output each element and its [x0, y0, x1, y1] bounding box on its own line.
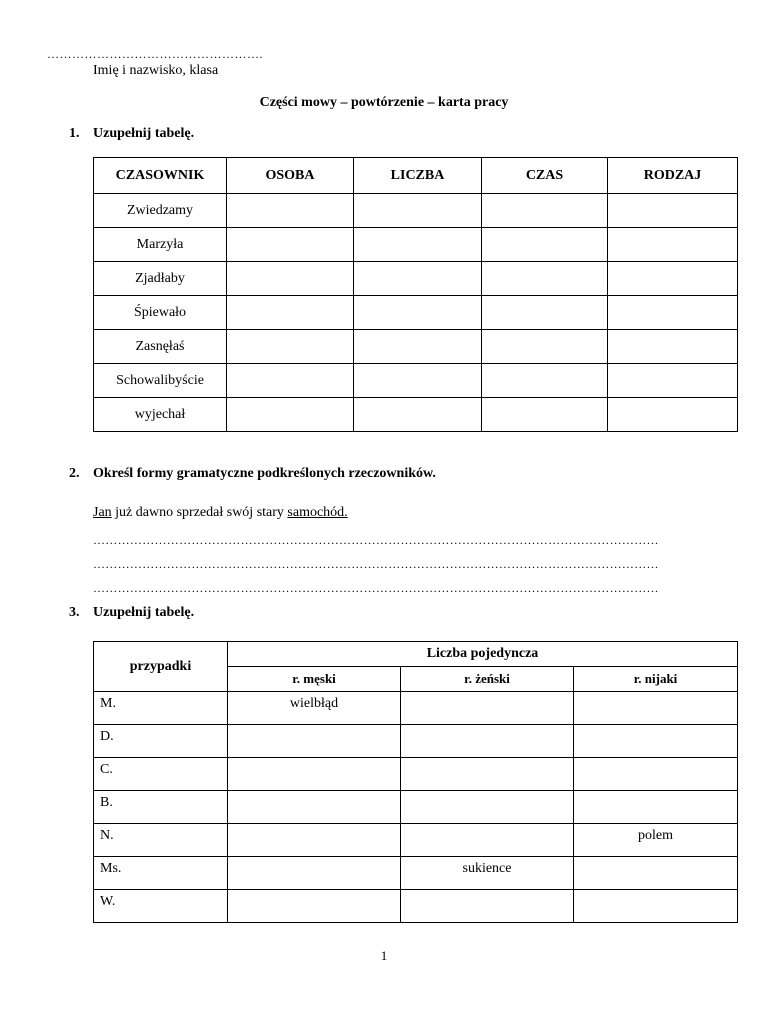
answer-cell[interactable]	[227, 296, 354, 330]
feminine-cell[interactable]	[401, 824, 574, 857]
answer-cell[interactable]	[354, 228, 482, 262]
answer-cell[interactable]	[608, 364, 738, 398]
masculine-cell[interactable]	[228, 791, 401, 824]
column-header-person: OSOBA	[227, 158, 354, 194]
answer-dots-line-1[interactable]: …………………………………………………………………………………………………………………………	[93, 533, 659, 547]
column-header-number: LICZBA	[354, 158, 482, 194]
answer-cell[interactable]	[227, 228, 354, 262]
answer-cell[interactable]	[354, 296, 482, 330]
verb-cell: Zjadłaby	[94, 262, 227, 296]
verb-cell: wyjechał	[94, 398, 227, 432]
case-cell: Ms.	[94, 857, 228, 890]
answer-cell[interactable]	[608, 398, 738, 432]
name-dots-line: …………………………………………….	[47, 47, 263, 61]
table-row	[94, 262, 738, 296]
table-row	[94, 692, 738, 725]
neuter-cell[interactable]	[574, 725, 738, 758]
answer-cell[interactable]	[354, 330, 482, 364]
answer-cell[interactable]	[482, 296, 608, 330]
subheader-masculine: r. męski	[228, 667, 401, 692]
answer-cell[interactable]	[227, 398, 354, 432]
feminine-cell[interactable]	[401, 725, 574, 758]
feminine-cell[interactable]: sukience	[401, 857, 574, 890]
verb-cell: Zwiedzamy	[94, 194, 227, 228]
neuter-cell[interactable]	[574, 791, 738, 824]
case-cell: D.	[94, 725, 228, 758]
column-header-singular: Liczba pojedyncza	[228, 642, 738, 667]
table-row	[94, 824, 738, 857]
masculine-cell[interactable]	[228, 758, 401, 791]
task1-number: 1.	[69, 126, 80, 141]
masculine-cell[interactable]	[228, 857, 401, 890]
column-header-verb: CZASOWNIK	[94, 158, 227, 194]
name-class-label: Imię i nazwisko, klasa	[93, 63, 219, 78]
answer-cell[interactable]	[608, 262, 738, 296]
task2-number: 2.	[69, 466, 80, 481]
feminine-cell[interactable]	[401, 758, 574, 791]
task1-heading	[69, 126, 194, 142]
table-row	[94, 296, 738, 330]
neuter-cell[interactable]: polem	[574, 824, 738, 857]
answer-cell[interactable]	[227, 262, 354, 296]
answer-cell[interactable]	[482, 228, 608, 262]
answer-cell[interactable]	[482, 194, 608, 228]
task3-heading	[69, 605, 194, 621]
table-row	[94, 228, 738, 262]
task2-heading	[69, 466, 436, 482]
neuter-cell[interactable]	[574, 857, 738, 890]
case-cell: N.	[94, 824, 228, 857]
column-header-tense: CZAS	[482, 158, 608, 194]
neuter-cell[interactable]	[574, 758, 738, 791]
task3-heading-text: Uzupełnij tabelę.	[93, 605, 195, 620]
answer-cell[interactable]	[608, 330, 738, 364]
column-header-gender: RODZAJ	[608, 158, 738, 194]
table-row	[94, 725, 738, 758]
page-number: 1	[380, 948, 388, 963]
feminine-cell[interactable]	[401, 791, 574, 824]
answer-cell[interactable]	[354, 194, 482, 228]
task3-number: 3.	[69, 605, 80, 620]
sentence-middle: już dawno sprzedał swój stary	[111, 505, 288, 520]
underlined-noun-samochod: samochód.	[287, 505, 348, 520]
answer-cell[interactable]	[227, 194, 354, 228]
answer-cell[interactable]	[608, 296, 738, 330]
masculine-cell[interactable]: wielbłąd	[228, 692, 401, 725]
answer-cell[interactable]	[608, 228, 738, 262]
table-row	[94, 890, 738, 923]
task2-sentence	[93, 505, 348, 521]
column-header-cases: przypadki	[94, 642, 228, 692]
verb-table	[93, 157, 738, 432]
underlined-noun-jan: Jan	[93, 505, 112, 520]
feminine-cell[interactable]	[401, 692, 574, 725]
task1-heading-text: Uzupełnij tabelę.	[93, 126, 195, 141]
masculine-cell[interactable]	[228, 824, 401, 857]
case-cell: B.	[94, 791, 228, 824]
table-row	[94, 330, 738, 364]
verb-cell: Śpiewało	[94, 296, 227, 330]
answer-cell[interactable]	[608, 194, 738, 228]
case-cell: W.	[94, 890, 228, 923]
answer-cell[interactable]	[354, 364, 482, 398]
task2-heading-text: Określ formy gramatyczne podkreślonych rzeczowników.	[93, 466, 436, 481]
verb-table-header-row	[94, 158, 738, 194]
neuter-cell[interactable]	[574, 890, 738, 923]
table-row	[94, 398, 738, 432]
answer-cell[interactable]	[354, 398, 482, 432]
declension-header-row-1	[94, 642, 738, 667]
table-row	[94, 194, 738, 228]
page-title: Części mowy – powtórzenie – karta pracy	[259, 95, 509, 110]
subheader-neuter: r. nijaki	[574, 667, 738, 692]
table-row	[94, 857, 738, 890]
answer-cell[interactable]	[354, 262, 482, 296]
answer-dots-line-3[interactable]: …………………………………………………………………………………………………………………………	[93, 581, 659, 595]
answer-dots-line-2[interactable]: …………………………………………………………………………………………………………………………	[93, 557, 659, 571]
masculine-cell[interactable]	[228, 890, 401, 923]
answer-cell[interactable]	[482, 364, 608, 398]
table-row	[94, 791, 738, 824]
neuter-cell[interactable]	[574, 692, 738, 725]
table-row	[94, 758, 738, 791]
masculine-cell[interactable]	[228, 725, 401, 758]
feminine-cell[interactable]	[401, 890, 574, 923]
answer-cell[interactable]	[482, 398, 608, 432]
subheader-feminine: r. żeński	[401, 667, 574, 692]
table-row	[94, 364, 738, 398]
case-cell: M.	[94, 692, 228, 725]
answer-cell[interactable]	[482, 262, 608, 296]
declension-table	[93, 641, 738, 923]
verb-cell: Marzyła	[94, 228, 227, 262]
verb-cell: Schowalibyście	[94, 364, 227, 398]
verb-cell: Zasnęłaś	[94, 330, 227, 364]
answer-cell[interactable]	[227, 364, 354, 398]
case-cell: C.	[94, 758, 228, 791]
answer-cell[interactable]	[482, 330, 608, 364]
answer-cell[interactable]	[227, 330, 354, 364]
